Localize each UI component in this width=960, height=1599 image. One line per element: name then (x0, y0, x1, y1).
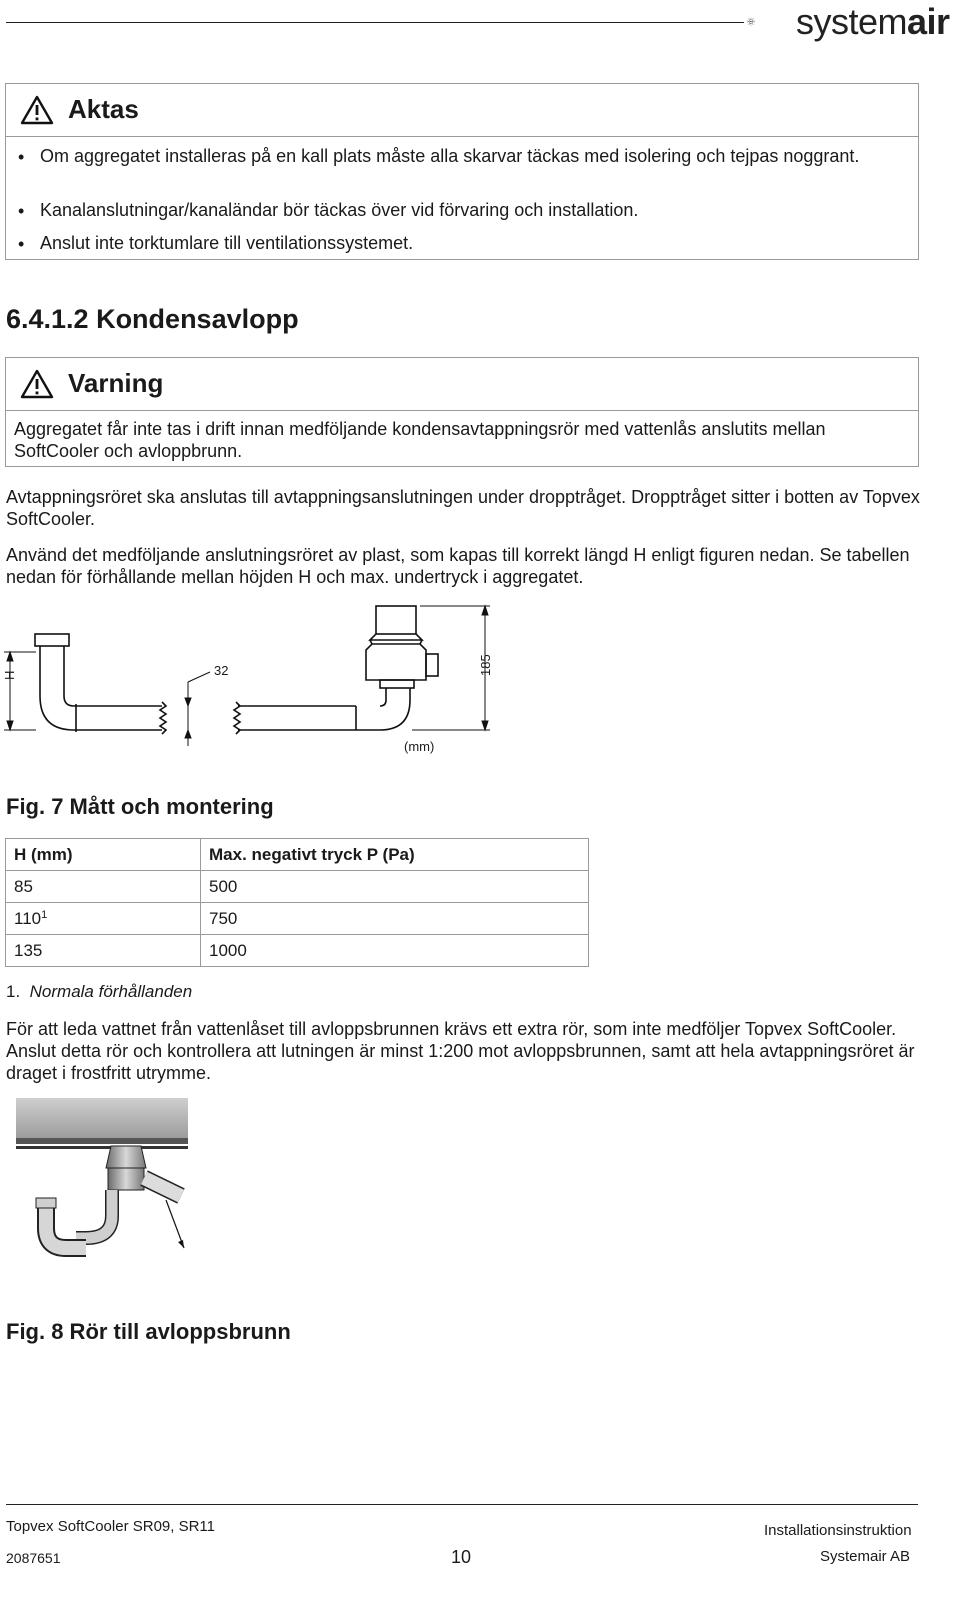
table-footnote: 1. Normala förhållanden (6, 982, 193, 1001)
side-pipe (144, 1178, 181, 1196)
left-pipe-inner (64, 646, 162, 706)
paragraph-pipe-length: Använd det medföljande anslutningsröret av plast, som kapas till korrekt längd H enligt figuren nedan. Se tabellen nedan för förhållande mellan höjden H och max. undertryck i aggregatet. (6, 545, 910, 587)
warning-box-header (6, 358, 918, 411)
right-elbow-collar (380, 680, 414, 688)
trap-cone (370, 634, 422, 640)
table-cell-h: 85 (6, 871, 201, 903)
table-cell-pressure: 750 (201, 903, 589, 935)
right-elbow-inner (380, 688, 386, 706)
drip-tray-line (16, 1146, 188, 1149)
figure-7-caption: Fig. 7 Mått och montering (6, 794, 274, 819)
footer-doc-type: Installationsinstruktion (764, 1522, 912, 1539)
section-heading: 6.4.1.2 Kondensavlopp (6, 304, 299, 334)
bullet-glyph: • (18, 234, 25, 254)
warning-text: Aggregatet får inte tas i drift innan medföljande kondensavtappningsrör med vattenlås anslutits mellan SoftCooler och avloppbrunn. (14, 419, 826, 461)
dim-32-arrow-bottom (185, 730, 191, 738)
table-row (6, 871, 589, 903)
footer-page-number: 10 (451, 1547, 472, 1567)
right-elbow-outer (380, 688, 410, 730)
table-cell-h: $110^1$ (6, 903, 201, 935)
brand-name: systemair (796, 1, 950, 42)
table-row (6, 935, 589, 967)
label-unit: (mm) (404, 739, 435, 754)
trap-nut (106, 1146, 146, 1168)
trap-side-port (426, 654, 438, 676)
drip-tray-edge (16, 1138, 188, 1144)
drip-tray-bar (16, 1098, 188, 1138)
left-elbow (46, 1206, 86, 1248)
table-header-row (6, 839, 589, 871)
table-cell-pressure: 500 (201, 871, 589, 903)
flow-arrow-icon (178, 1240, 184, 1248)
caution-box (5, 83, 919, 260)
warning-title: Varning (68, 368, 164, 398)
left-pipe-cap (36, 1198, 56, 1208)
figure-8-illustration (16, 1098, 188, 1266)
header-rule (6, 22, 744, 23)
pressure-table (5, 838, 589, 967)
paragraph-extra-pipe: För att leda vattnet från vattenlåset till avloppsbrunnen krävs ett extra rör, som inte medföljer Topvex SoftCooler. Anslut detta rör och kontrollera att lutningen är minst 1:200 mot avloppsbrunnen, samt att hela avtappningsröret är draget i frostfritt utrymme. (6, 1019, 915, 1083)
table-cell-h: 135 (6, 935, 201, 967)
table-row (6, 903, 589, 935)
warning-triangle-icon (20, 95, 54, 125)
label-185: 185 (478, 654, 493, 676)
left-pipe-cap (35, 634, 69, 646)
paragraph-drain-connection: Avtappningsröret ska anslutas till avtappningsanslutningen under dropptråget. Dropptråget sitter i botten av Topvex SoftCooler. (6, 487, 920, 529)
table-cell-pressure: 1000 (201, 935, 589, 967)
dim-185-arrow-top (482, 606, 488, 615)
figure-7-drawing (0, 596, 520, 766)
footer-company: Systemair AB (820, 1548, 911, 1565)
caution-item-3: Anslut inte torktumlare till ventilationssystemet. (40, 233, 414, 253)
dim-185-arrow-bottom (482, 721, 488, 730)
trap-top-nut (376, 606, 416, 634)
trap-body (108, 1168, 144, 1190)
warning-triangle-icon (20, 369, 54, 399)
dim-32-leader (188, 672, 210, 682)
caution-title: Aktas (68, 94, 139, 124)
label-32: 32 (214, 663, 229, 678)
footer-rule (6, 1504, 918, 1505)
footnote-ref: 1 (41, 908, 48, 921)
dim-32-arrow-top (185, 698, 191, 706)
left-pipe-outer (40, 646, 162, 730)
table-header-pressure: Max. negativt tryck P (Pa) (201, 839, 589, 871)
footer-doc-number: 2087651 (6, 1550, 61, 1566)
bullet-glyph: • (18, 201, 25, 221)
caution-box-header (6, 84, 918, 137)
h-dimension-arrow-bottom (7, 721, 13, 730)
trap-body (366, 644, 426, 680)
caution-item-2: Kanalanslutningar/kanaländar bör täckas över vid förvaring och installation. (40, 200, 639, 220)
table-header-h: H (mm) (6, 839, 201, 871)
warning-box (5, 357, 919, 467)
systemair-logo-icon (746, 0, 790, 44)
caution-item-1: Om aggregatet installeras på en kall plats måste alla skarvar täckas med isolering och tejpas noggrant. (40, 146, 860, 166)
bullet-glyph: • (18, 147, 25, 167)
h-dimension-arrow-top (7, 652, 13, 661)
figure-8-caption: Fig. 8 Rör till avloppsbrunn (6, 1319, 291, 1344)
label-h: H (2, 670, 17, 680)
footer-product: Topvex SoftCooler SR09, SR11 (6, 1518, 215, 1535)
